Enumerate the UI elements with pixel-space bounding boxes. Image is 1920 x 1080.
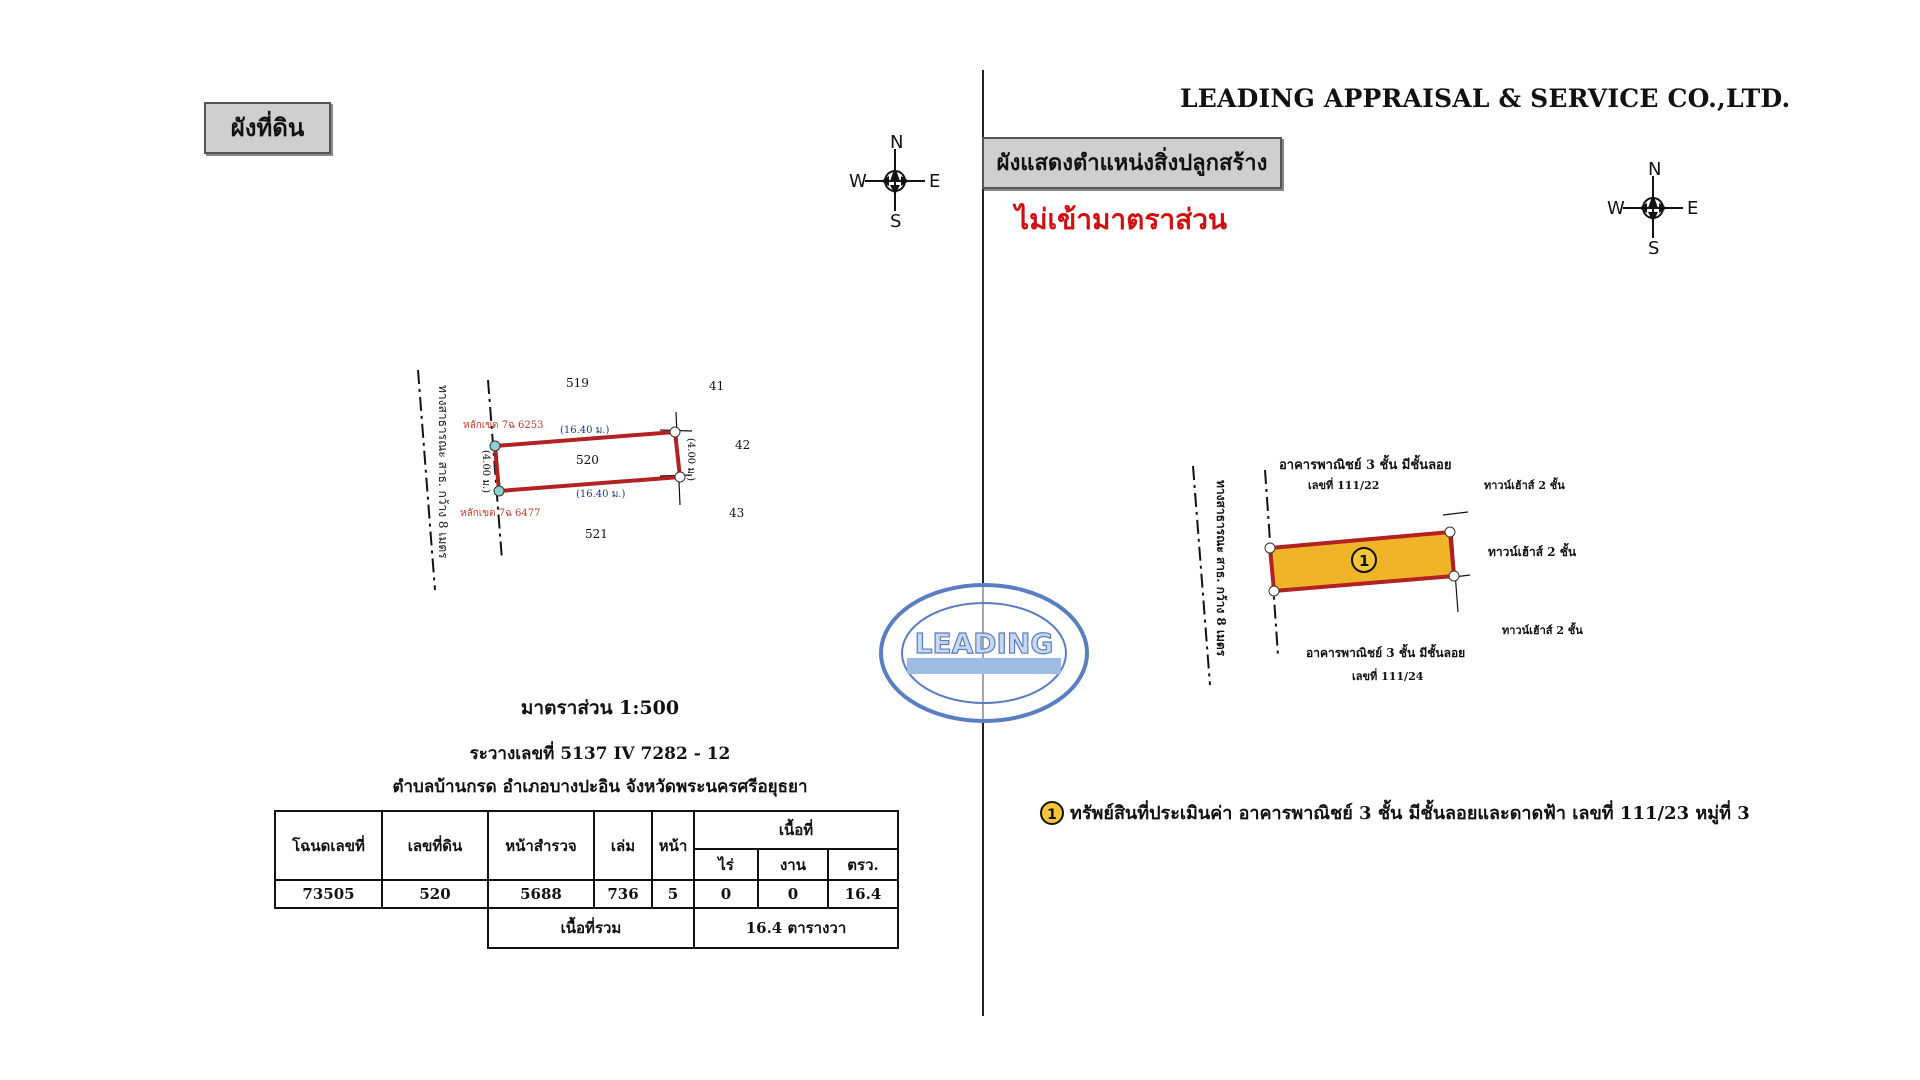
company-seal-icon	[877, 580, 1091, 726]
th-survey-page: หน้าสำรวจ	[488, 811, 594, 880]
neighbor-bottom-right: 43	[729, 506, 745, 520]
th-land-no: เลขที่ดิน	[382, 811, 488, 880]
th-book: เล่ม	[594, 811, 652, 880]
compass-left-n: N	[890, 132, 904, 153]
right-neighbor-3: ทาวน์เฮ้าส์ 2 ชั้น	[1502, 624, 1583, 637]
land-road-label: ทางสาธารณะ สาธ. กว้าง 8 เมตร	[436, 385, 450, 559]
land-parcel-number: 520	[576, 453, 599, 467]
compass-left-w: W	[849, 171, 867, 192]
neighbor-top-right: 41	[709, 379, 725, 393]
compass-right-s: S	[1648, 238, 1660, 259]
marker-bottom-label: หลักเขต 7ฉ 6477	[460, 508, 541, 519]
seal-text: LEADING	[914, 627, 1054, 660]
location-text: ตำบลบ้านกรด อำเภอบางปะอิน จังหวัดพระนครศรีอยุธยา	[392, 777, 808, 797]
right-neighbor-2: ทาวน์เฮ้าส์ 2 ชั้น	[1488, 545, 1577, 559]
total-value: 16.4 ตารางวา	[694, 908, 898, 948]
dim-top: (16.40 ม.)	[560, 425, 610, 436]
th-deed-no: โฉนดเลขที่	[275, 811, 382, 880]
building-road-label: ทางสาธารณะ สาธ. กว้าง 8 เมตร	[1214, 480, 1228, 657]
top-neighbor-line2: เลขที่ 111/22	[1308, 479, 1380, 492]
cell-rai: 0	[694, 880, 758, 908]
neighbor-top: 519	[566, 376, 589, 390]
compass-right-w: W	[1607, 198, 1625, 219]
cell-book: 736	[594, 880, 652, 908]
bottom-neighbor-line2: เลขที่ 111/24	[1352, 670, 1424, 683]
neighbor-right: 42	[735, 438, 751, 452]
th-rai: ไร่	[694, 849, 758, 880]
top-neighbor-line1: อาคารพาณิชย์ 3 ชั้น มีชั้นลอย	[1279, 458, 1452, 473]
marker-top-label: หลักเขต 7ฉ 6253	[463, 420, 544, 431]
scale-text: มาตราส่วน 1:500	[520, 697, 680, 719]
land-plan-title: ผังที่ดิน	[204, 102, 331, 154]
cell-ngan: 0	[758, 880, 828, 908]
cell-sqwa: 16.4	[828, 880, 898, 908]
compass-left-s: S	[890, 211, 902, 232]
total-label: เนื้อที่รวม	[488, 908, 694, 948]
company-name: LEADING APPRAISAL & SERVICE CO.,LTD.	[1180, 84, 1791, 113]
building-plan-title: ผังแสดงตำแหน่งสิ่งปลูกสร้าง	[982, 137, 1282, 189]
building-marker-number: 1	[1359, 552, 1370, 570]
compass-right-n: N	[1648, 159, 1662, 180]
dim-bottom: (16.40 ม.)	[576, 489, 626, 500]
building-legend	[1040, 798, 1750, 827]
not-to-scale-text: ไม่เข้ามาตราส่วน	[1015, 203, 1228, 236]
th-area: เนื้อที่	[694, 811, 898, 849]
neighbor-bottom: 521	[585, 527, 608, 541]
cell-land-no: 520	[382, 880, 488, 908]
right-neighbor-1: ทาวน์เฮ้าส์ 2 ชั้น	[1484, 479, 1565, 492]
th-sqwa: ตรว.	[828, 849, 898, 880]
cell-deed-no: 73505	[275, 880, 382, 908]
compass-right-e: E	[1687, 198, 1699, 219]
cell-survey-page: 5688	[488, 880, 594, 908]
sheet-number: ระวางเลขที่ 5137 IV 7282 - 12	[469, 744, 731, 764]
cell-page: 5	[652, 880, 694, 908]
th-ngan: งาน	[758, 849, 828, 880]
legend-text: ทรัพย์สินที่ประเมินค่า อาคารพาณิชย์ 3 ชั้น มีชั้นลอยและดาดฟ้า เลขที่ 111/23 หมู่ที่ 3	[1070, 803, 1750, 824]
dim-right: (4.00 ม.)	[685, 438, 696, 482]
compass-left-e: E	[929, 171, 941, 192]
th-page: หน้า	[652, 811, 694, 880]
bottom-neighbor-line1: อาคารพาณิชย์ 3 ชั้น มีชั้นลอย	[1306, 646, 1466, 660]
dim-left: (4.00 ม.)	[480, 450, 491, 494]
legend-number: 1	[1040, 801, 1064, 825]
